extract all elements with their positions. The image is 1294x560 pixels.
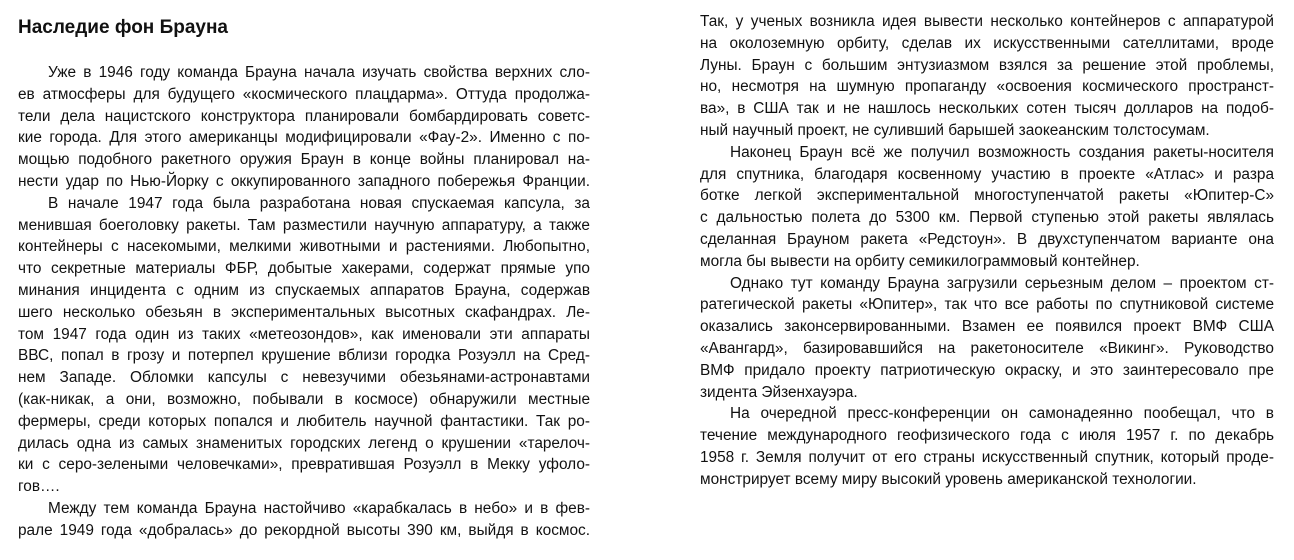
- text-line: ратегической ракеты «Юпитер», так что все работы по спутниковой системе: [700, 296, 1274, 314]
- text-line: ВВС, попал в грозу и потерпел крушение вблизи городка Розуэлл на Сред-: [18, 347, 590, 365]
- text-line: ев атмосферы для будущего «космического плацдарма». Оттуда продолжа-: [18, 85, 590, 103]
- text-line: что секретные материалы ФБР, добытые хакерами, содержат прямые упо: [18, 260, 590, 278]
- text-line: могла бы вывести на орбиту семикилограммовый контейнер.: [700, 252, 1140, 270]
- text-line: с дальностью полета до 5300 км. Первой ступенью этой ракеты являлась: [700, 209, 1274, 227]
- text-line: ки с серо-зелеными человечками», превратившая Розуэлл в Мекку уфоло-: [18, 456, 590, 474]
- text-line: Так, у ученых возникла идея вывести несколько контейнеров с аппаратурой: [700, 13, 1274, 30]
- text-line: нести удар по Нью-Йорку с оккупированного западного побережья Франции.: [18, 172, 590, 190]
- text-line: ботке легкой экспериментальной многоступенчатой ракеты «Юпитер-С»: [700, 187, 1274, 205]
- text-line: дилась одна из самых знаменитых городских легенд о крушении «тарелоч-: [18, 434, 590, 452]
- text-line: зидента Эйзенхауэра.: [700, 383, 858, 401]
- text-line: 1958 г. Земля получит от его страны искусственный спутник, который проде-: [700, 448, 1274, 466]
- text-line: Луны. Браун с большим энтузиазмом взялся за решение этой проблемы,: [700, 56, 1274, 74]
- text-line: кие города. Для этого американцы модифицировали «Фау-2». Именно с по-: [18, 129, 590, 147]
- text-line: (как-никак, а они, возможно, побывали в космосе) обнаружили местные: [18, 390, 590, 408]
- text-line: мощью подобного ракетного оружия Браун в конце войны планировал на-: [18, 151, 590, 169]
- text-line: но, несмотря на шумную пропаганду «освоения космического пространст-: [700, 78, 1274, 96]
- text-line: для спутника, благодаря косвенному участию в проекте «Атлас» и разра: [700, 165, 1274, 183]
- text-line: рале 1949 года «добралась» до рекордной высоты 390 км, выйдя в космос.: [18, 521, 590, 539]
- text-line: Уже в 1946 году команда Брауна начала изучать свойства верхних сло-: [48, 64, 590, 81]
- text-line: Между тем команда Брауна настойчиво «карабкалась в небо» и в фев-: [48, 499, 590, 517]
- text-line: менившая боеголовку ракеты. Там разместили научную аппаратуру, а также: [18, 216, 590, 234]
- text-line: течение международного геофизического года с июля 1957 г. по декабрь: [700, 427, 1274, 445]
- text-line: В начале 1947 года была разработана новая спускаемая капсула, за: [48, 194, 590, 212]
- text-line: минания инцидента с одним из спускаемых аппаратов Брауна, содержав: [18, 281, 590, 299]
- text-line: Однако тут команду Брауна загрузили серьезным делом – проектом ст-: [730, 274, 1274, 292]
- text-line: ВМФ придало проекту патриотическую окраску, и это заинтересовало пре: [700, 361, 1274, 379]
- text-line: На очередной пресс-конференции он самонадеянно пообещал, что в: [730, 405, 1274, 423]
- left-column: [18, 62, 590, 542]
- right-column: [700, 11, 1274, 491]
- text-line: Наконец Браун всё же получил возможность создания ракеты-носителя: [730, 143, 1274, 161]
- text-line: фермеры, среди которых попался и любитель научной фантастики. Так ро-: [18, 412, 590, 430]
- text-line: шего несколько обезьян в экспериментальных высотных скафандрах. Ле-: [18, 303, 590, 321]
- article-title: Наследие фон Брауна: [18, 17, 229, 38]
- text-line: оказались законсервированными. Взамен ее появился проект ВМФ США: [700, 318, 1274, 336]
- text-line: монстрирует всему миру высокий уровень американской технологии.: [700, 470, 1197, 488]
- text-line: «Авангард», базировавшийся на ракетоносителе «Викинг». Руководство: [700, 339, 1274, 357]
- text-line: на околоземную орбиту, сделав их искусственными сателлитами, вроде: [700, 34, 1274, 52]
- text-line: контейнеры с насекомыми, мелкими животными и растениями. Любопытно,: [18, 238, 590, 256]
- text-line: сделанная Брауном ракета «Редстоун». В двухступенчатом варианте она: [700, 230, 1274, 248]
- text-line: ный научный проект, не суливший барышей заокеанским толстосумам.: [700, 121, 1210, 139]
- text-line: гов….: [18, 478, 60, 496]
- text-line: нем Западе. Обломки капсулы с невезучими обезьянами-астронавтами: [18, 369, 590, 387]
- text-line: том 1947 года один из таких «метеозондов», как именовали эти аппараты: [18, 325, 590, 343]
- text-line: тели дела нацистского конструктора планировали бомбардировать советс-: [18, 107, 590, 125]
- text-line: ва», в США так и не нашлось нескольких сотен тысяч долларов на подоб-: [700, 100, 1274, 118]
